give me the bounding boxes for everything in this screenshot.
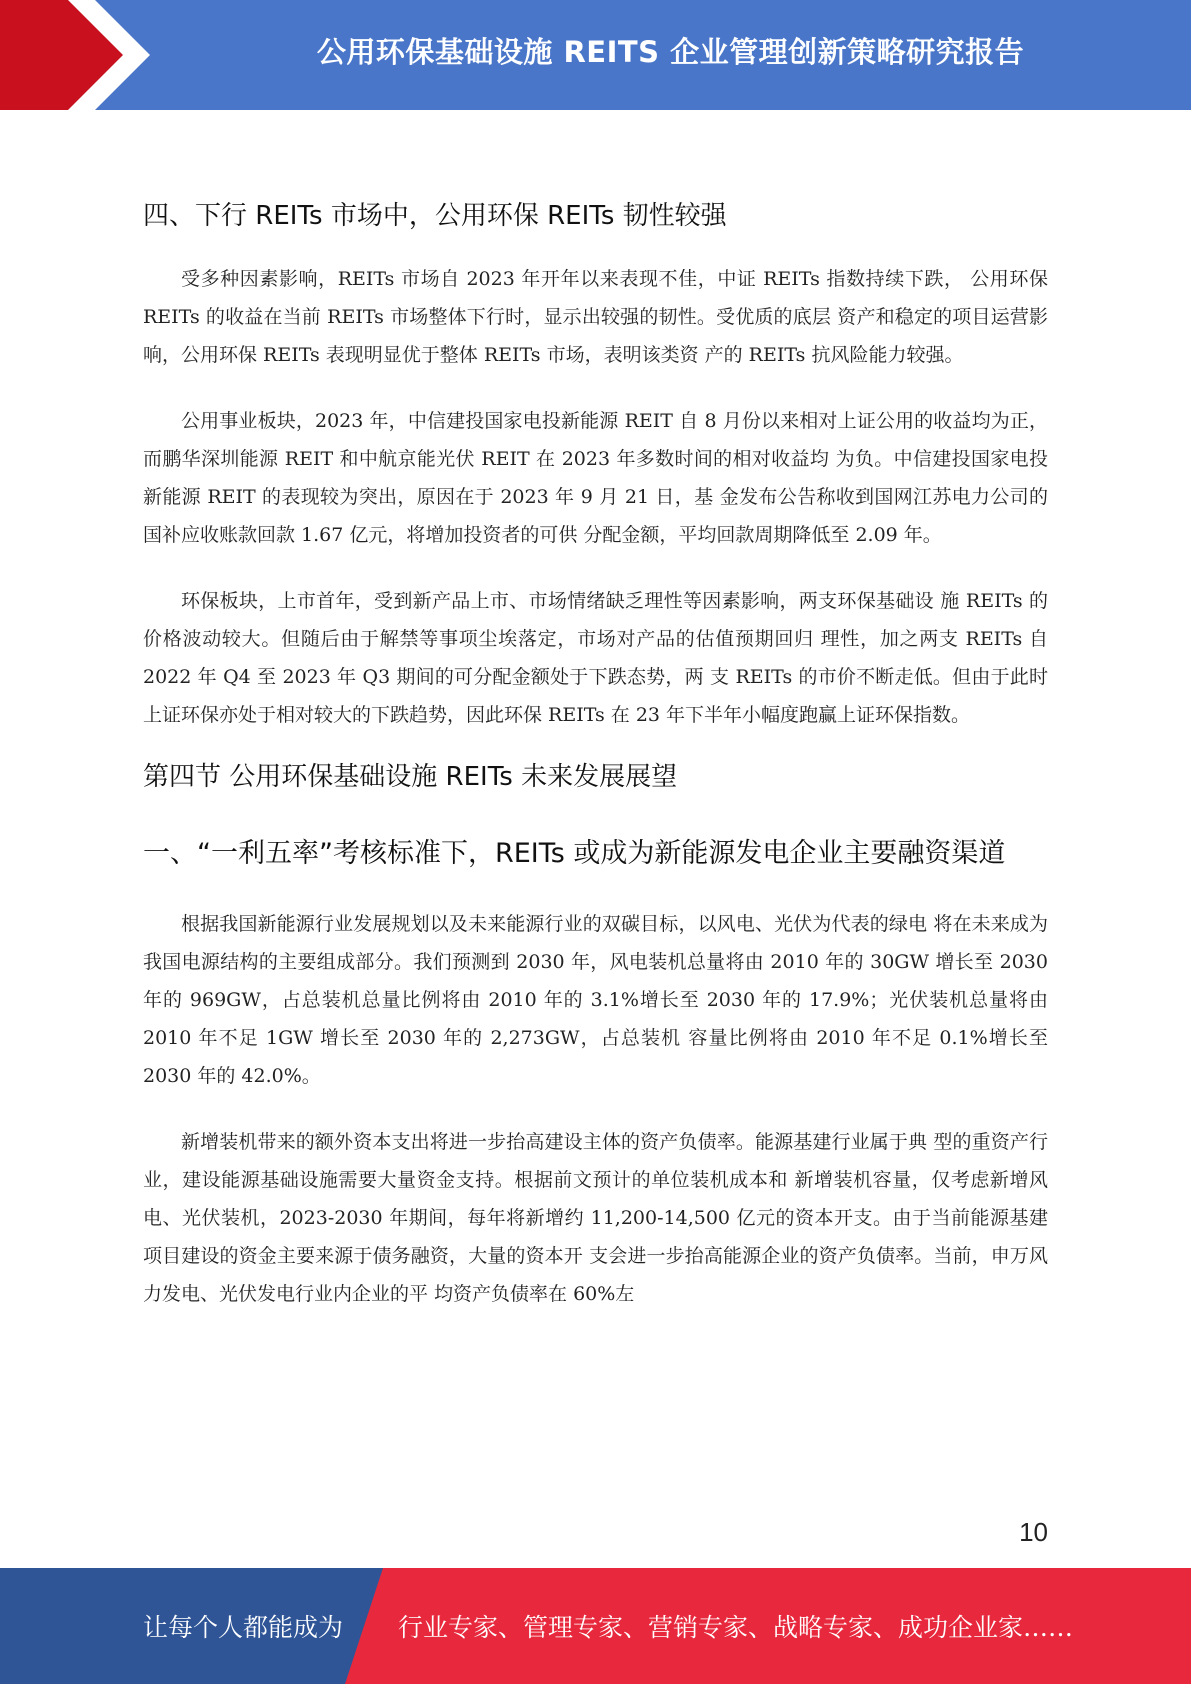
paragraph-3: 环保板块，上市首年，受到新产品上市、市场情绪缺乏理性等因素影响，两支环保基础设 施 REITs 的价格波动较大。但随后由于解禁等事项尘埃落定，市场对产品的估值预期回归 理性，加之两支 REITs 自 2022 年 Q4 至 2023 年 Q3 期间的可分配金额处于下跌态势，两 支 REITs 的市价不断走低。但由于此时上证环保亦处于相对较大的下跌趋势，因此环保 REITs 在 23 年下半年小幅度跑赢上证环保指数。 (143, 590, 1048, 726)
footer-slogan-right: 行业专家、管理专家、营销专家、战略专家、成功企业家…… (398, 1613, 1074, 1642)
header-arrow-emblem (0, 0, 150, 110)
report-title: 公用环保基础设施 REITS 企业管理创新策略研究报告 (316, 34, 1025, 69)
header-bar (0, 0, 1191, 110)
footer-slogan-left: 让每个人都能成为 (143, 1613, 344, 1642)
paragraph-1: 受多种因素影响，REITs 市场自 2023 年开年以来表现不佳，中证 REITs 指数持续下跌， 公用环保 REITs 的收益在当前 REITs 市场整体下行时，显示出较强的韧性。受优质的底层 资产和稳定的项目运营影响，公用环保 REITs 表现明显优于整体 REITs 市场，表明该类资 产的 REITs 抗风险能力较强。 (143, 268, 1048, 366)
heading-subsection-one: 一、“一利五率”考核标准下，REITs 或成为新能源发电企业主要融资渠道 (143, 838, 1006, 869)
footer-bar (0, 1568, 1191, 1684)
paragraph-2: 公用事业板块，2023 年，中信建投国家电投新能源 REIT 自 8 月份以来相对上证公用的收益均为正，而鹏华深圳能源 REIT 和中航京能光伏 REIT 在 2023 年多数时间的相对收益均 为负。中信建投国家电投新能源 REIT 的表现较为突出，原因在于 2023 年 9 月 21 日，基 金发布公告称收到国网江苏电力公司的国补应收账款回款 1.67 亿元，将增加投资者的可供 分配金额，平均回款周期降低至 2.09 年。 (143, 410, 1048, 546)
paragraph-5: 新增装机带来的额外资本支出将进一步抬高建设主体的资产负债率。能源基建行业属于典 型的重资产行业，建设能源基础设施需要大量资金支持。根据前文预计的单位装机成本和 新增装机容量，仅考虑新增风电、光伏装机，2023-2030 年期间，每年将新增约 11,200-14,500 亿元的资本开支。由于当前能源基建项目建设的资金主要来源于债务融资，大量的资本开 支会进一步抬高能源企业的资产负债率。当前，申万风力发电、光伏发电行业内企业的平 均资产负债率在 60%左 (143, 1131, 1048, 1305)
document-body (143, 195, 1048, 1313)
heading-chapter-section-four: 第四节 公用环保基础设施 REITs 未来发展展望 (143, 762, 678, 792)
heading-section-four: 四、下行 REITs 市场中，公用环保 REITs 韧性较强 (143, 201, 727, 231)
paragraph-4: 根据我国新能源行业发展规划以及未来能源行业的双碳目标，以风电、光伏为代表的绿电 将在未来成为我国电源结构的主要组成部分。我们预测到 2030 年，风电装机总量将由 2010 年的 30GW 增长至 2030 年的 969GW，占总装机总量比例将由 2010 年的 3.1%增长至 2030 年的 17.9%；光伏装机总量将由 2010 年不足 1GW 增长至 2030 年的 2,273GW，占总装机 容量比例将由 2010 年不足 0.1%增长至 2030 年的 42.0%。 (143, 913, 1048, 1087)
page-number: 10 (1019, 1517, 1048, 1547)
